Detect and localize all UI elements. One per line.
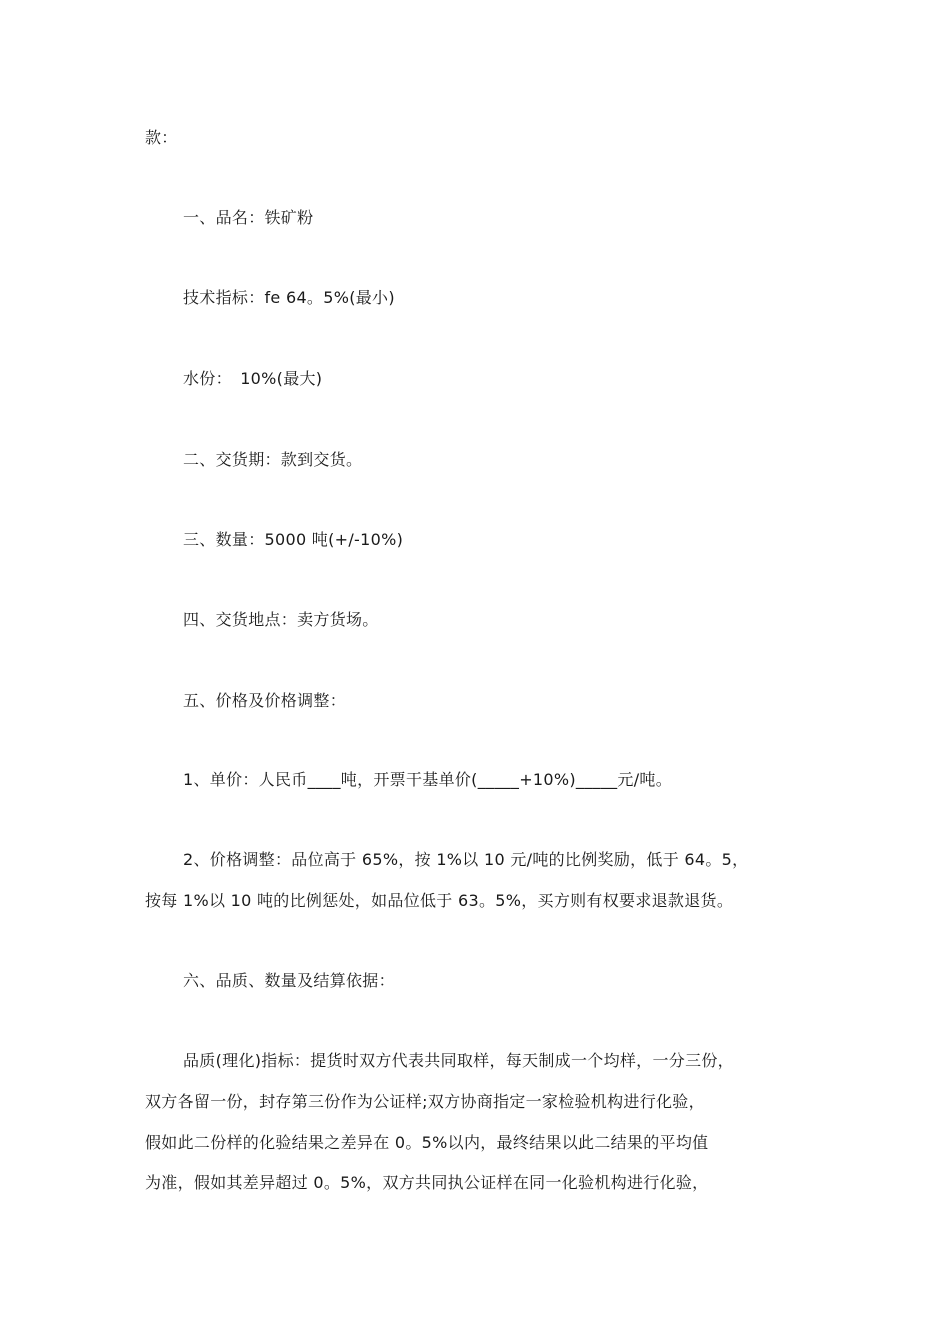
section-heading: 三、数量：5000 吨(+/-10%) <box>183 530 404 549</box>
section-heading: 五、价格及价格调整： <box>183 691 347 710</box>
text-line: 1、单价：人民币____吨，开票干基单价(_____+10%)_____元/吨。 <box>183 770 673 789</box>
text-line: 假如此二份样的化验结果之差异在 0。5%以内，最终结果以此二结果的平均值 <box>145 1133 709 1152</box>
text-line: 技术指标：fe 64。5%(最小) <box>183 288 395 307</box>
text-line: 双方各留一份，封存第三份作为公证样;双方协商指定一家检验机构进行化验， <box>145 1092 705 1111</box>
section-heading: 一、品名：铁矿粉 <box>183 208 314 227</box>
text-line: 水份： 10%(最大) <box>183 369 323 388</box>
section-heading: 四、交货地点：卖方货场。 <box>183 610 379 629</box>
text-line: 按每 1%以 10 吨的比例惩处，如品位低于 63。5%，买方则有权要求退款退货。 <box>145 891 734 910</box>
text-line: 款： <box>145 128 178 147</box>
section-heading: 二、交货期：款到交货。 <box>183 450 363 469</box>
text-line: 品质(理化)指标：提货时双方代表共同取样，每天制成一个均样，一分三份， <box>183 1051 734 1070</box>
section-heading: 六、品质、数量及结算依据： <box>183 971 395 990</box>
text-line: 为准，假如其差异超过 0。5%，双方共同执公证样在同一化验机构进行化验， <box>145 1173 709 1192</box>
text-line: 2、价格调整：品位高于 65%，按 1%以 10 元/吨的比例奖励，低于 64。5， <box>183 850 749 869</box>
